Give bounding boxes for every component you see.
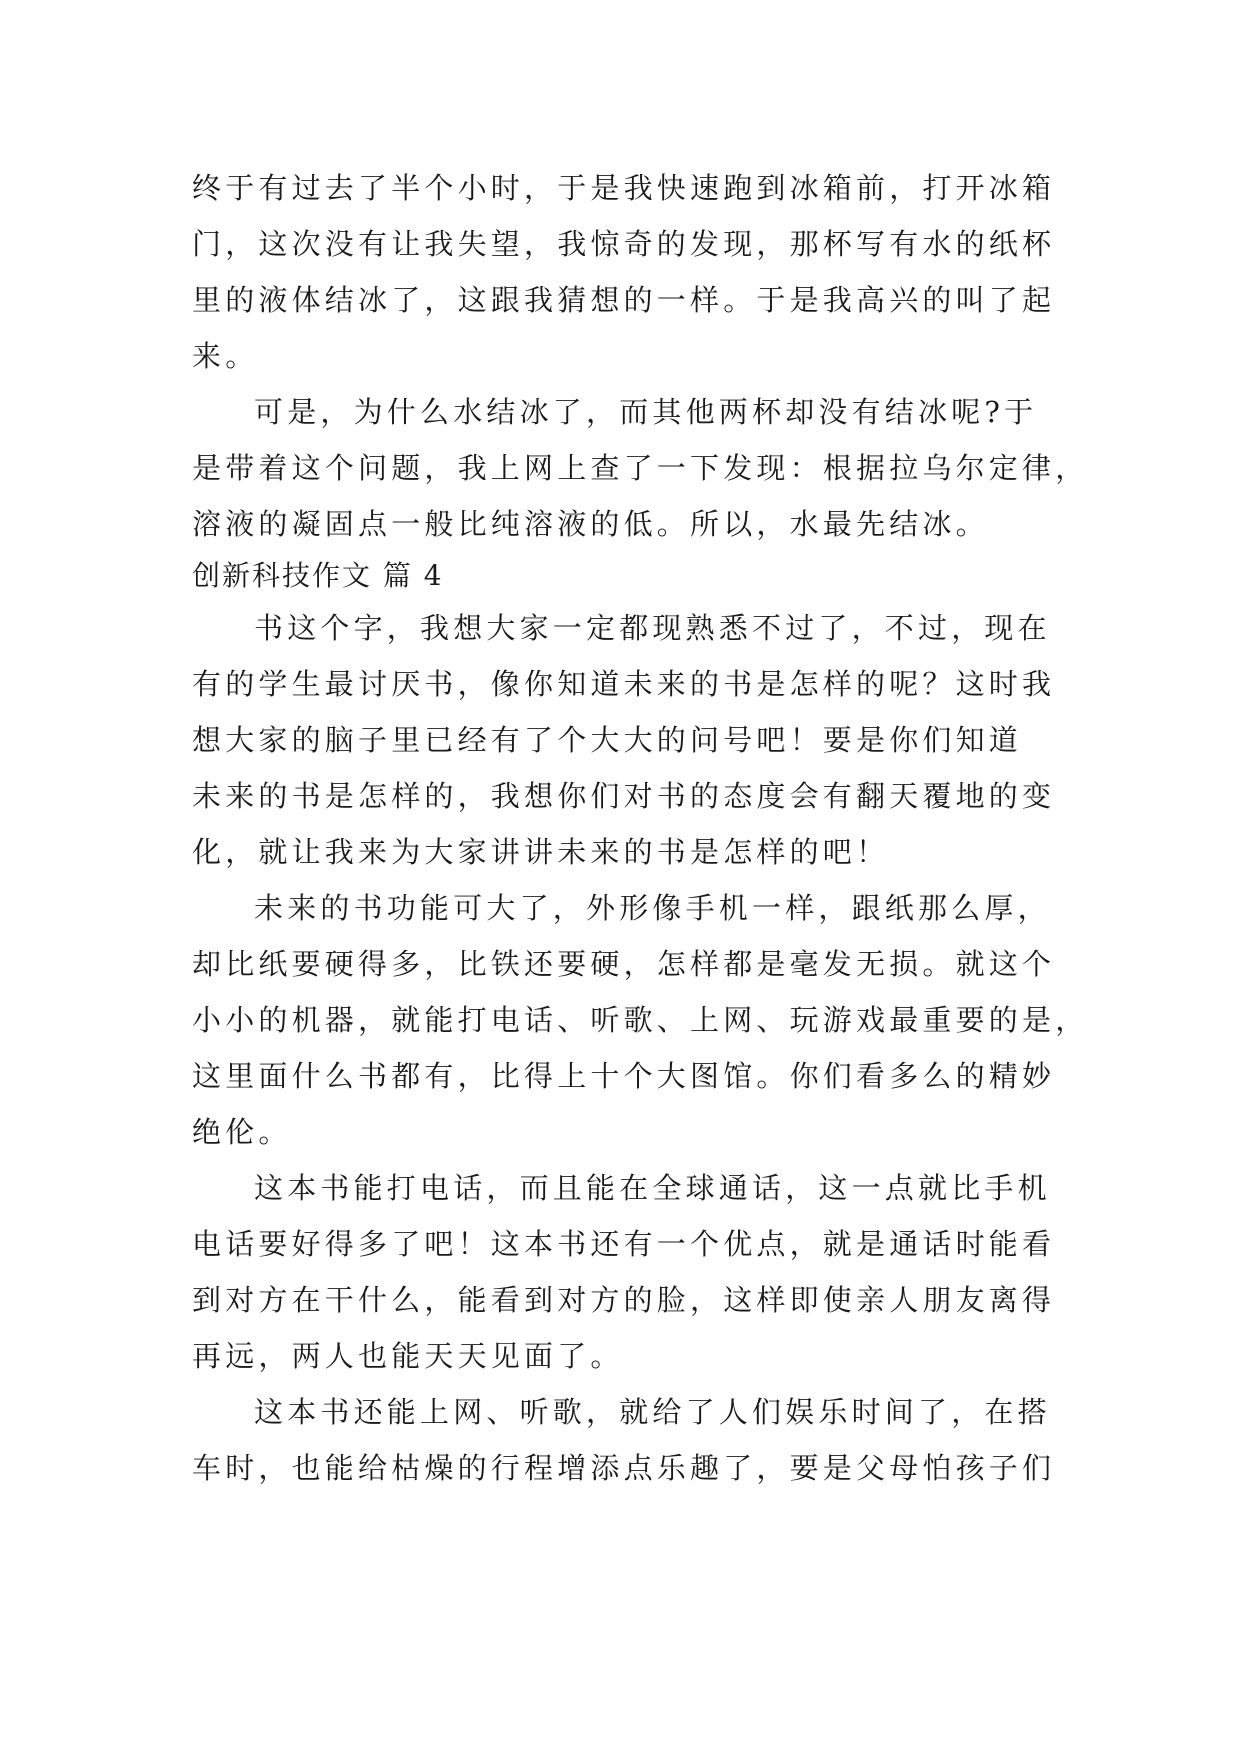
text-line: 这本书能打电话，而且能在全球通话，这一点就比手机 (254, 1171, 1051, 1205)
section-heading: 创新科技作文 篇 4 (192, 559, 444, 592)
text-line: 到对方在干什么，能看到对方的脸，这样即使亲人朋友离得 (192, 1283, 1056, 1317)
document-body (192, 160, 1089, 1496)
text-line: 终于有过去了半个小时，于是我快速跑到冰箱前，打开冰箱 (192, 171, 1056, 205)
paragraph-2 (192, 384, 1089, 552)
paragraph-4 (192, 880, 1089, 1160)
paragraph-6 (192, 1384, 1056, 1496)
text-line: 这本书还能上网、听歌，就给了人们娱乐时间了，在搭 (254, 1395, 1051, 1429)
text-line: 绝伦。 (192, 1115, 292, 1149)
text-line: 却比纸要硬得多，比铁还要硬，怎样都是毫发无损。就这个 (192, 947, 1056, 981)
text-line: 化，就让我来为大家讲讲未来的书是怎样的吧！ (192, 835, 890, 869)
text-line: 书这个字，我想大家一定都现熟悉不过了，不过，现在 (254, 611, 1051, 645)
text-line: 未来的书是怎样的，我想你们对书的态度会有翻天覆地的变 (192, 779, 1056, 813)
text-line: 里的液体结冰了，这跟我猜想的一样。于是我高兴的叫了起 (192, 283, 1056, 317)
text-line: 车时，也能给枯燥的行程增添点乐趣了，要是父母怕孩子们 (192, 1451, 1056, 1485)
text-line: 未来的书功能可大了，外形像手机一样，跟纸那么厚， (254, 891, 1051, 925)
text-line: 想大家的脑子里已经有了个大大的问号吧！要是你们知道 (192, 723, 1023, 757)
text-line: 这里面什么书都有，比得上十个大图馆。你们看多么的精妙 (192, 1059, 1056, 1093)
paragraph-5 (192, 1160, 1056, 1384)
text-line: 小小的机器，就能打电话、听歌、上网、玩游戏最重要的是， (192, 1003, 1089, 1037)
text-line: 电话要好得多了吧！这本书还有一个优点，就是通话时能看 (192, 1227, 1056, 1261)
text-line: 门，这次没有让我失望，我惊奇的发现，那杯写有水的纸杯 (192, 227, 1056, 261)
text-line: 来。 (192, 339, 259, 373)
text-line: 可是，为什么水结冰了，而其他两杯却没有结冰呢?于 (254, 395, 1038, 429)
text-line: 有的学生最讨厌书，像你知道未来的书是怎样的呢？这时我 (192, 667, 1056, 701)
text-line: 再远，两人也能天天见面了。 (192, 1339, 624, 1373)
paragraph-1 (192, 160, 1056, 384)
paragraph-3 (192, 600, 1056, 880)
text-line: 溶液的凝固点一般比纯溶液的低。所以，水最先结冰。 (192, 507, 989, 541)
text-line: 是带着这个问题，我上网上查了一下发现：根据拉乌尔定律， (192, 451, 1089, 485)
